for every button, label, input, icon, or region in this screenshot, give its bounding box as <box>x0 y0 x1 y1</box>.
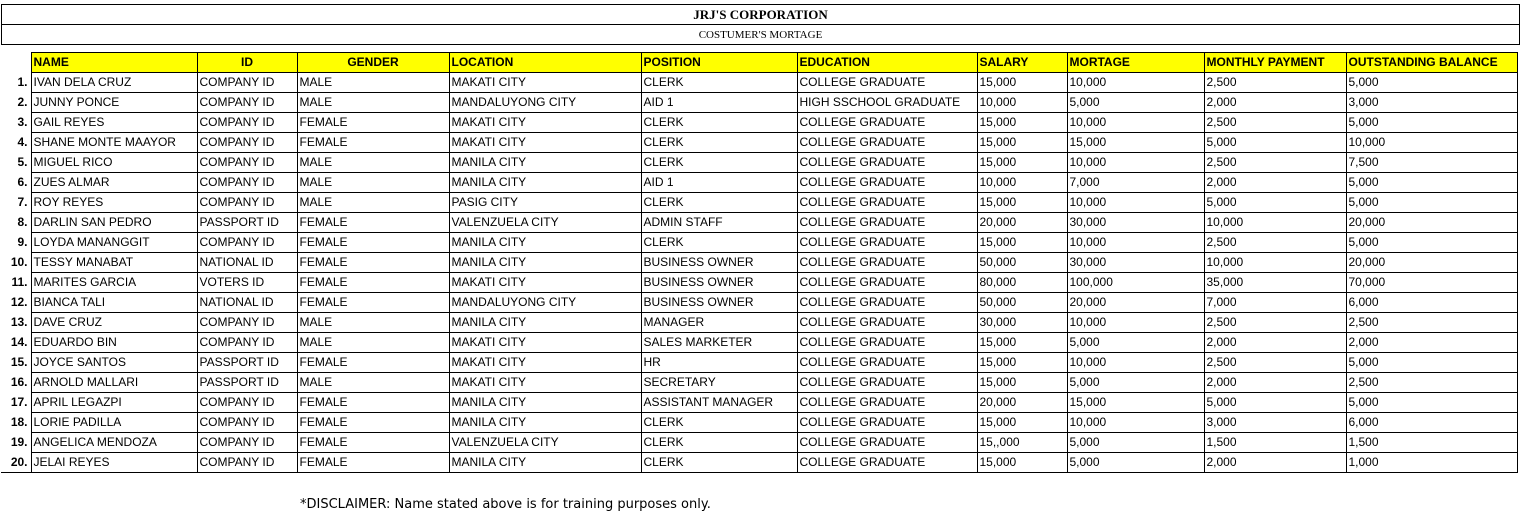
cell-balance[interactable]: 7,500 <box>1346 153 1517 173</box>
table-row <box>1 73 1517 93</box>
cell-mortage[interactable]: 5,000 <box>1067 453 1204 473</box>
cell-gender[interactable]: FEMALE <box>297 433 449 453</box>
cell-mortage[interactable]: 10,000 <box>1067 313 1204 333</box>
cell-education[interactable]: COLLEGE GRADUATE <box>797 293 977 313</box>
cell-balance[interactable]: 10,000 <box>1346 133 1517 153</box>
cell-id[interactable]: COMPANY ID <box>197 453 297 473</box>
cell-position[interactable]: CLERK <box>641 413 797 433</box>
cell-mortage[interactable]: 20,000 <box>1067 293 1204 313</box>
cell-position[interactable]: CLERK <box>641 133 797 153</box>
cell-education[interactable]: COLLEGE GRADUATE <box>797 153 977 173</box>
cell-education[interactable]: COLLEGE GRADUATE <box>797 433 977 453</box>
cell-gender[interactable]: MALE <box>297 373 449 393</box>
table-row <box>1 433 1517 453</box>
cell-location[interactable]: MANILA CITY <box>449 233 641 253</box>
cell-balance[interactable]: 6,000 <box>1346 293 1517 313</box>
col-header-position[interactable]: POSITION <box>641 53 797 73</box>
cell-id[interactable]: COMPANY ID <box>197 133 297 153</box>
cell-salary[interactable]: 15,,000 <box>977 433 1067 453</box>
cell-num[interactable]: 3. <box>1 113 31 133</box>
cell-gender[interactable]: FEMALE <box>297 353 449 373</box>
cell-name[interactable]: ARNOLD MALLARI <box>31 373 197 393</box>
cell-salary[interactable]: 15,000 <box>977 233 1067 253</box>
cell-education[interactable]: COLLEGE GRADUATE <box>797 193 977 213</box>
cell-balance[interactable]: 2,500 <box>1346 373 1517 393</box>
cell-position[interactable]: BUSINESS OWNER <box>641 253 797 273</box>
cell-location[interactable]: MAKATI CITY <box>449 333 641 353</box>
cell-id[interactable]: COMPANY ID <box>197 193 297 213</box>
cell-mortage[interactable]: 15,000 <box>1067 393 1204 413</box>
cell-id[interactable]: COMPANY ID <box>197 173 297 193</box>
cell-location[interactable]: MANDALUYONG CITY <box>449 293 641 313</box>
cell-gender[interactable]: FEMALE <box>297 413 449 433</box>
cell-gender[interactable]: FEMALE <box>297 213 449 233</box>
cell-id[interactable]: COMPANY ID <box>197 113 297 133</box>
cell-salary[interactable]: 10,000 <box>977 93 1067 113</box>
cell-location[interactable]: MANDALUYONG CITY <box>449 93 641 113</box>
col-header-salary[interactable]: SALARY <box>977 53 1067 73</box>
cell-education[interactable]: COLLEGE GRADUATE <box>797 453 977 473</box>
table-row <box>1 193 1517 213</box>
cell-name[interactable]: MIGUEL RICO <box>31 153 197 173</box>
cell-salary[interactable]: 30,000 <box>977 313 1067 333</box>
cell-mortage[interactable]: 10,000 <box>1067 153 1204 173</box>
cell-gender[interactable]: FEMALE <box>297 233 449 253</box>
cell-id[interactable]: COMPANY ID <box>197 233 297 253</box>
cell-id[interactable]: COMPANY ID <box>197 333 297 353</box>
sheet-title: JRJ'S CORPORATION <box>1 4 1520 24</box>
cell-num[interactable]: 12. <box>1 293 31 313</box>
cell-name[interactable]: TESSY MANABAT <box>31 253 197 273</box>
cell-num[interactable]: 5. <box>1 153 31 173</box>
cell-monthly[interactable]: 5,000 <box>1204 193 1346 213</box>
cell-balance[interactable]: 5,000 <box>1346 173 1517 193</box>
cell-num[interactable]: 6. <box>1 173 31 193</box>
cell-id[interactable]: VOTERS ID <box>197 273 297 293</box>
cell-salary[interactable]: 15,000 <box>977 453 1067 473</box>
cell-gender[interactable]: FEMALE <box>297 293 449 313</box>
cell-location[interactable]: VALENZUELA CITY <box>449 433 641 453</box>
cell-mortage[interactable]: 15,000 <box>1067 133 1204 153</box>
cell-num[interactable]: 4. <box>1 133 31 153</box>
cell-education[interactable]: COLLEGE GRADUATE <box>797 113 977 133</box>
col-header-education[interactable]: EDUCATION <box>797 53 977 73</box>
cell-salary[interactable]: 20,000 <box>977 393 1067 413</box>
col-header-name[interactable]: NAME <box>31 53 197 73</box>
table-row <box>1 293 1517 313</box>
cell-monthly[interactable]: 2,500 <box>1204 233 1346 253</box>
table-row <box>1 413 1517 433</box>
cell-monthly[interactable]: 2,500 <box>1204 313 1346 333</box>
table-row <box>1 153 1517 173</box>
cell-education[interactable]: COLLEGE GRADUATE <box>797 73 977 93</box>
cell-position[interactable]: AID 1 <box>641 93 797 113</box>
cell-mortage[interactable]: 10,000 <box>1067 73 1204 93</box>
cell-mortage[interactable]: 10,000 <box>1067 193 1204 213</box>
cell-mortage[interactable]: 5,000 <box>1067 93 1204 113</box>
cell-monthly[interactable]: 2,000 <box>1204 173 1346 193</box>
cell-education[interactable]: COLLEGE GRADUATE <box>797 233 977 253</box>
cell-salary[interactable]: 50,000 <box>977 253 1067 273</box>
cell-salary[interactable]: 15,000 <box>977 333 1067 353</box>
cell-position[interactable]: CLERK <box>641 113 797 133</box>
cell-location[interactable]: MAKATI CITY <box>449 113 641 133</box>
cell-num[interactable]: 7. <box>1 193 31 213</box>
cell-name[interactable]: BIANCA TALI <box>31 293 197 313</box>
table-row <box>1 93 1517 113</box>
cell-education[interactable]: COLLEGE GRADUATE <box>797 273 977 293</box>
cell-education[interactable]: COLLEGE GRADUATE <box>797 333 977 353</box>
cell-education[interactable]: COLLEGE GRADUATE <box>797 253 977 273</box>
cell-name[interactable]: LORIE PADILLA <box>31 413 197 433</box>
cell-num[interactable]: 18. <box>1 413 31 433</box>
cell-balance[interactable]: 2,000 <box>1346 333 1517 353</box>
cell-location[interactable]: MAKATI CITY <box>449 373 641 393</box>
row-number-header <box>1 53 31 73</box>
cell-location[interactable]: MANILA CITY <box>449 253 641 273</box>
cell-position[interactable]: CLERK <box>641 193 797 213</box>
cell-balance[interactable]: 6,000 <box>1346 413 1517 433</box>
cell-balance[interactable]: 5,000 <box>1346 193 1517 213</box>
cell-location[interactable]: MAKATI CITY <box>449 73 641 93</box>
cell-mortage[interactable]: 10,000 <box>1067 413 1204 433</box>
cell-name[interactable]: JELAI REYES <box>31 453 197 473</box>
cell-monthly[interactable]: 10,000 <box>1204 213 1346 233</box>
cell-monthly[interactable]: 3,000 <box>1204 413 1346 433</box>
cell-location[interactable]: MANILA CITY <box>449 173 641 193</box>
mortgage-table <box>1 52 1518 473</box>
table-row <box>1 393 1517 413</box>
cell-id[interactable]: PASSPORT ID <box>197 353 297 373</box>
cell-salary[interactable]: 15,000 <box>977 153 1067 173</box>
cell-id[interactable]: COMPANY ID <box>197 433 297 453</box>
cell-salary[interactable]: 50,000 <box>977 293 1067 313</box>
cell-gender[interactable]: MALE <box>297 153 449 173</box>
cell-id[interactable]: PASSPORT ID <box>197 373 297 393</box>
cell-mortage[interactable]: 7,000 <box>1067 173 1204 193</box>
cell-name[interactable]: SHANE MONTE MAAYOR <box>31 133 197 153</box>
cell-position[interactable]: MANAGER <box>641 313 797 333</box>
cell-name[interactable]: APRIL LEGAZPI <box>31 393 197 413</box>
cell-salary[interactable]: 10,000 <box>977 173 1067 193</box>
table-row <box>1 233 1517 253</box>
col-header-mortage[interactable]: MORTAGE <box>1067 53 1204 73</box>
cell-num[interactable]: 1. <box>1 73 31 93</box>
cell-monthly[interactable]: 2,000 <box>1204 93 1346 113</box>
cell-salary[interactable]: 15,000 <box>977 113 1067 133</box>
cell-mortage[interactable]: 10,000 <box>1067 233 1204 253</box>
table-body <box>1 73 1517 473</box>
col-header-monthly-payment[interactable]: MONTHLY PAYMENT <box>1204 53 1346 73</box>
cell-position[interactable]: HR <box>641 353 797 373</box>
cell-id[interactable]: NATIONAL ID <box>197 253 297 273</box>
cell-location[interactable]: MANILA CITY <box>449 453 641 473</box>
cell-num[interactable]: 14. <box>1 333 31 353</box>
cell-monthly[interactable]: 10,000 <box>1204 253 1346 273</box>
cell-balance[interactable]: 3,000 <box>1346 93 1517 113</box>
cell-position[interactable]: CLERK <box>641 153 797 173</box>
cell-location[interactable]: VALENZUELA CITY <box>449 213 641 233</box>
cell-gender[interactable]: FEMALE <box>297 453 449 473</box>
cell-num[interactable]: 17. <box>1 393 31 413</box>
cell-location[interactable]: MAKATI CITY <box>449 133 641 153</box>
cell-gender[interactable]: FEMALE <box>297 393 449 413</box>
cell-num[interactable]: 19. <box>1 433 31 453</box>
cell-name[interactable]: JOYCE SANTOS <box>31 353 197 373</box>
col-header-id[interactable]: ID <box>197 53 297 73</box>
cell-name[interactable]: JUNNY PONCE <box>31 93 197 113</box>
cell-education[interactable]: COLLEGE GRADUATE <box>797 373 977 393</box>
cell-location[interactable]: MANILA CITY <box>449 413 641 433</box>
cell-mortage[interactable]: 10,000 <box>1067 353 1204 373</box>
cell-num[interactable]: 9. <box>1 233 31 253</box>
cell-monthly[interactable]: 2,000 <box>1204 373 1346 393</box>
cell-num[interactable]: 10. <box>1 253 31 273</box>
cell-salary[interactable]: 80,000 <box>977 273 1067 293</box>
cell-balance[interactable]: 2,500 <box>1346 313 1517 333</box>
cell-position[interactable]: AID 1 <box>641 173 797 193</box>
cell-mortage[interactable]: 5,000 <box>1067 373 1204 393</box>
cell-num[interactable]: 16. <box>1 373 31 393</box>
cell-monthly[interactable]: 1,500 <box>1204 433 1346 453</box>
table-row <box>1 373 1517 393</box>
cell-monthly[interactable]: 2,000 <box>1204 333 1346 353</box>
cell-education[interactable]: COLLEGE GRADUATE <box>797 353 977 373</box>
cell-salary[interactable]: 15,000 <box>977 353 1067 373</box>
cell-salary[interactable]: 15,000 <box>977 413 1067 433</box>
cell-balance[interactable]: 5,000 <box>1346 353 1517 373</box>
cell-name[interactable]: GAIL REYES <box>31 113 197 133</box>
cell-balance[interactable]: 5,000 <box>1346 233 1517 253</box>
cell-balance[interactable]: 5,000 <box>1346 113 1517 133</box>
cell-position[interactable]: CLERK <box>641 233 797 253</box>
cell-education[interactable]: COLLEGE GRADUATE <box>797 173 977 193</box>
cell-education[interactable]: COLLEGE GRADUATE <box>797 213 977 233</box>
cell-mortage[interactable]: 5,000 <box>1067 433 1204 453</box>
cell-gender[interactable]: FEMALE <box>297 133 449 153</box>
cell-mortage[interactable]: 30,000 <box>1067 253 1204 273</box>
cell-id[interactable]: COMPANY ID <box>197 153 297 173</box>
cell-num[interactable]: 11. <box>1 273 31 293</box>
cell-location[interactable]: MANILA CITY <box>449 153 641 173</box>
table-row <box>1 133 1517 153</box>
table-row <box>1 253 1517 273</box>
cell-salary[interactable]: 15,000 <box>977 373 1067 393</box>
cell-name[interactable]: MARITES GARCIA <box>31 273 197 293</box>
cell-education[interactable]: COLLEGE GRADUATE <box>797 413 977 433</box>
cell-education[interactable]: HIGH SSCHOOL GRADUATE <box>797 93 977 113</box>
cell-gender[interactable]: MALE <box>297 313 449 333</box>
cell-position[interactable]: SALES MARKETER <box>641 333 797 353</box>
cell-monthly[interactable]: 2,000 <box>1204 453 1346 473</box>
cell-id[interactable]: COMPANY ID <box>197 313 297 333</box>
cell-education[interactable]: COLLEGE GRADUATE <box>797 313 977 333</box>
cell-gender[interactable]: MALE <box>297 173 449 193</box>
cell-location[interactable]: MANILA CITY <box>449 393 641 413</box>
cell-balance[interactable]: 20,000 <box>1346 253 1517 273</box>
cell-name[interactable]: ZUES ALMAR <box>31 173 197 193</box>
cell-name[interactable]: ANGELICA MENDOZA <box>31 433 197 453</box>
cell-gender[interactable]: FEMALE <box>297 253 449 273</box>
cell-position[interactable]: SECRETARY <box>641 373 797 393</box>
col-header-outstanding-balance[interactable]: OUTSTANDING BALANCE <box>1346 53 1517 73</box>
table-row <box>1 353 1517 373</box>
cell-monthly[interactable]: 2,500 <box>1204 113 1346 133</box>
cell-name[interactable]: DARLIN SAN PEDRO <box>31 213 197 233</box>
cell-balance[interactable]: 20,000 <box>1346 213 1517 233</box>
cell-balance[interactable]: 1,500 <box>1346 433 1517 453</box>
cell-num[interactable]: 13. <box>1 313 31 333</box>
cell-num[interactable]: 20. <box>1 453 31 473</box>
cell-position[interactable]: CLERK <box>641 453 797 473</box>
cell-id[interactable]: COMPANY ID <box>197 413 297 433</box>
table-row <box>1 113 1517 133</box>
cell-location[interactable]: MANILA CITY <box>449 313 641 333</box>
cell-monthly[interactable]: 5,000 <box>1204 133 1346 153</box>
cell-monthly[interactable]: 5,000 <box>1204 393 1346 413</box>
col-header-location[interactable]: LOCATION <box>449 53 641 73</box>
cell-name[interactable]: DAVE CRUZ <box>31 313 197 333</box>
cell-monthly[interactable]: 2,500 <box>1204 353 1346 373</box>
cell-id[interactable]: NATIONAL ID <box>197 293 297 313</box>
cell-location[interactable]: MAKATI CITY <box>449 273 641 293</box>
cell-gender[interactable]: FEMALE <box>297 113 449 133</box>
cell-name[interactable]: ROY REYES <box>31 193 197 213</box>
cell-position[interactable]: ADMIN STAFF <box>641 213 797 233</box>
sheet-subtitle: COSTUMER'S MORTAGE <box>1 24 1520 45</box>
cell-salary[interactable]: 15,000 <box>977 73 1067 93</box>
cell-position[interactable]: BUSINESS OWNER <box>641 273 797 293</box>
table-row <box>1 313 1517 333</box>
cell-balance[interactable]: 1,000 <box>1346 453 1517 473</box>
table-row <box>1 273 1517 293</box>
cell-salary[interactable]: 15,000 <box>977 193 1067 213</box>
cell-position[interactable]: ASSISTANT MANAGER <box>641 393 797 413</box>
cell-education[interactable]: COLLEGE GRADUATE <box>797 133 977 153</box>
cell-num[interactable]: 2. <box>1 93 31 113</box>
cell-id[interactable]: COMPANY ID <box>197 393 297 413</box>
cell-monthly[interactable]: 2,500 <box>1204 73 1346 93</box>
table-row <box>1 173 1517 193</box>
cell-mortage[interactable]: 100,000 <box>1067 273 1204 293</box>
cell-position[interactable]: CLERK <box>641 433 797 453</box>
cell-salary[interactable]: 15,000 <box>977 133 1067 153</box>
cell-position[interactable]: BUSINESS OWNER <box>641 293 797 313</box>
cell-id[interactable]: COMPANY ID <box>197 73 297 93</box>
cell-mortage[interactable]: 10,000 <box>1067 113 1204 133</box>
cell-mortage[interactable]: 30,000 <box>1067 213 1204 233</box>
cell-position[interactable]: CLERK <box>641 73 797 93</box>
cell-num[interactable]: 8. <box>1 213 31 233</box>
cell-balance[interactable]: 5,000 <box>1346 73 1517 93</box>
cell-balance[interactable]: 70,000 <box>1346 273 1517 293</box>
cell-education[interactable]: COLLEGE GRADUATE <box>797 393 977 413</box>
cell-monthly[interactable]: 7,000 <box>1204 293 1346 313</box>
cell-monthly[interactable]: 2,500 <box>1204 153 1346 173</box>
col-header-gender[interactable]: GENDER <box>297 53 449 73</box>
table-row <box>1 453 1517 473</box>
cell-location[interactable]: MAKATI CITY <box>449 353 641 373</box>
cell-name[interactable]: EDUARDO BIN <box>31 333 197 353</box>
cell-num[interactable]: 15. <box>1 353 31 373</box>
cell-name[interactable]: IVAN DELA CRUZ <box>31 73 197 93</box>
cell-gender[interactable]: MALE <box>297 193 449 213</box>
cell-id[interactable]: COMPANY ID <box>197 93 297 113</box>
cell-mortage[interactable]: 5,000 <box>1067 333 1204 353</box>
cell-monthly[interactable]: 35,000 <box>1204 273 1346 293</box>
table-row <box>1 213 1517 233</box>
table-row <box>1 333 1517 353</box>
cell-id[interactable]: PASSPORT ID <box>197 213 297 233</box>
header-row <box>1 53 1517 73</box>
disclaimer-note: *DISCLAIMER: Name stated above is for training purposes only. <box>300 497 711 512</box>
cell-gender[interactable]: MALE <box>297 93 449 113</box>
cell-balance[interactable]: 5,000 <box>1346 393 1517 413</box>
cell-name[interactable]: LOYDA MANANGGIT <box>31 233 197 253</box>
cell-location[interactable]: PASIG CITY <box>449 193 641 213</box>
cell-gender[interactable]: FEMALE <box>297 273 449 293</box>
cell-gender[interactable]: MALE <box>297 73 449 93</box>
cell-salary[interactable]: 20,000 <box>977 213 1067 233</box>
cell-gender[interactable]: MALE <box>297 333 449 353</box>
